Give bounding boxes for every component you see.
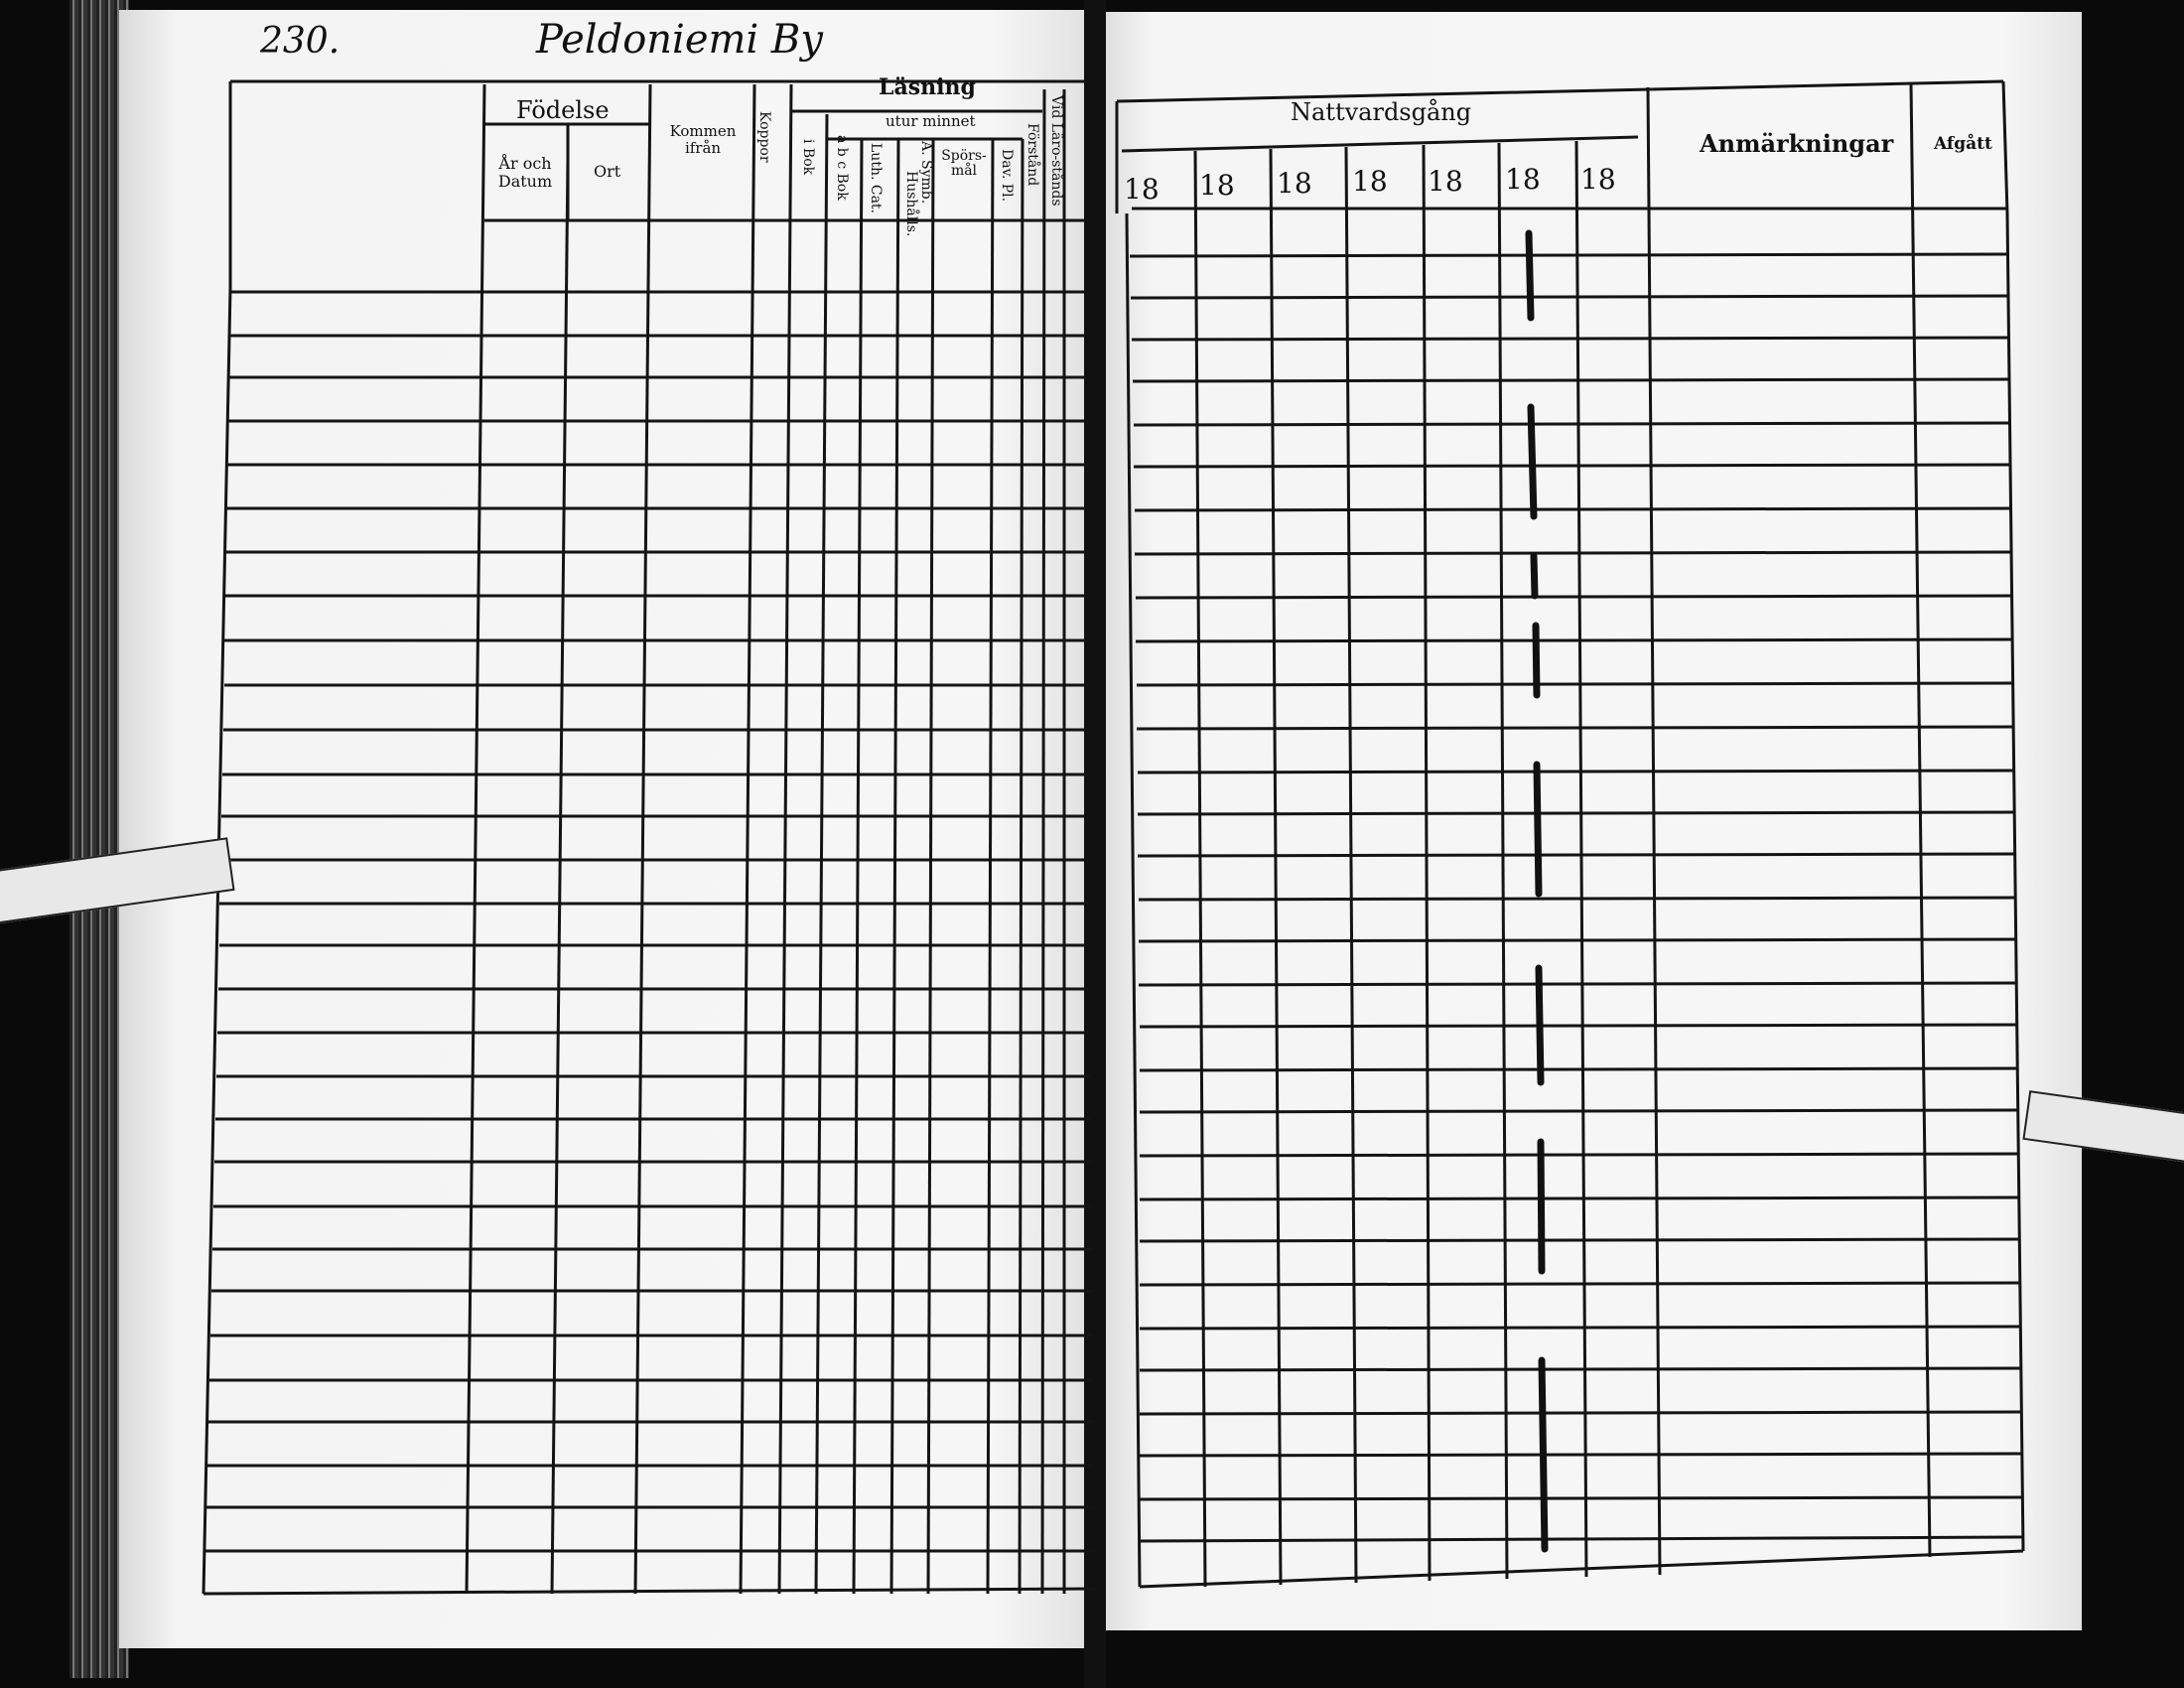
sporsmal-header: Spörs-mål — [941, 148, 987, 180]
hushalls-header: Hushålls. — [903, 171, 919, 237]
year-col-4: 18 — [1352, 165, 1388, 198]
fodelse-header: Födelse — [516, 96, 610, 124]
ar-och-datum-header: År och Datum — [497, 154, 553, 191]
abc-bok-header: a b c Bok — [834, 135, 850, 201]
lasning-header: Läsning — [879, 74, 976, 100]
a-symb-header: A. Symb. — [918, 141, 934, 205]
i-bok-header: i Bok — [800, 139, 816, 176]
year-col-2: 18 — [1199, 169, 1235, 202]
afgatt-header: Afgått — [1934, 134, 1992, 154]
year-col-7: 18 — [1580, 163, 1616, 196]
ort-header: Ort — [594, 162, 621, 181]
page-number: 230. — [260, 21, 341, 62]
year-col-3: 18 — [1277, 167, 1312, 200]
koppor-header: Koppor — [756, 111, 772, 163]
kommen-ifran-header: Kommen ifrån — [669, 122, 737, 157]
dav-pl-header: Dav. Pl. — [999, 149, 1015, 203]
nattvardsgang-header: Nattvardsgång — [1291, 98, 1472, 126]
anmarkningar-header: Anmärkningar — [1700, 129, 1894, 158]
vid-laro-header: Vid Läro-stånds — [1048, 95, 1064, 207]
forstand-header: Förstånd — [1024, 123, 1040, 187]
year-col-5: 18 — [1428, 165, 1463, 198]
year-col-6: 18 — [1505, 163, 1541, 196]
luth-cat-header: Luth. Cat. — [868, 143, 884, 213]
village-name: Peldoniemi By — [536, 17, 823, 63]
utur-minnet-header: utur minnet — [886, 112, 976, 130]
year-col-1: 18 — [1124, 173, 1160, 206]
